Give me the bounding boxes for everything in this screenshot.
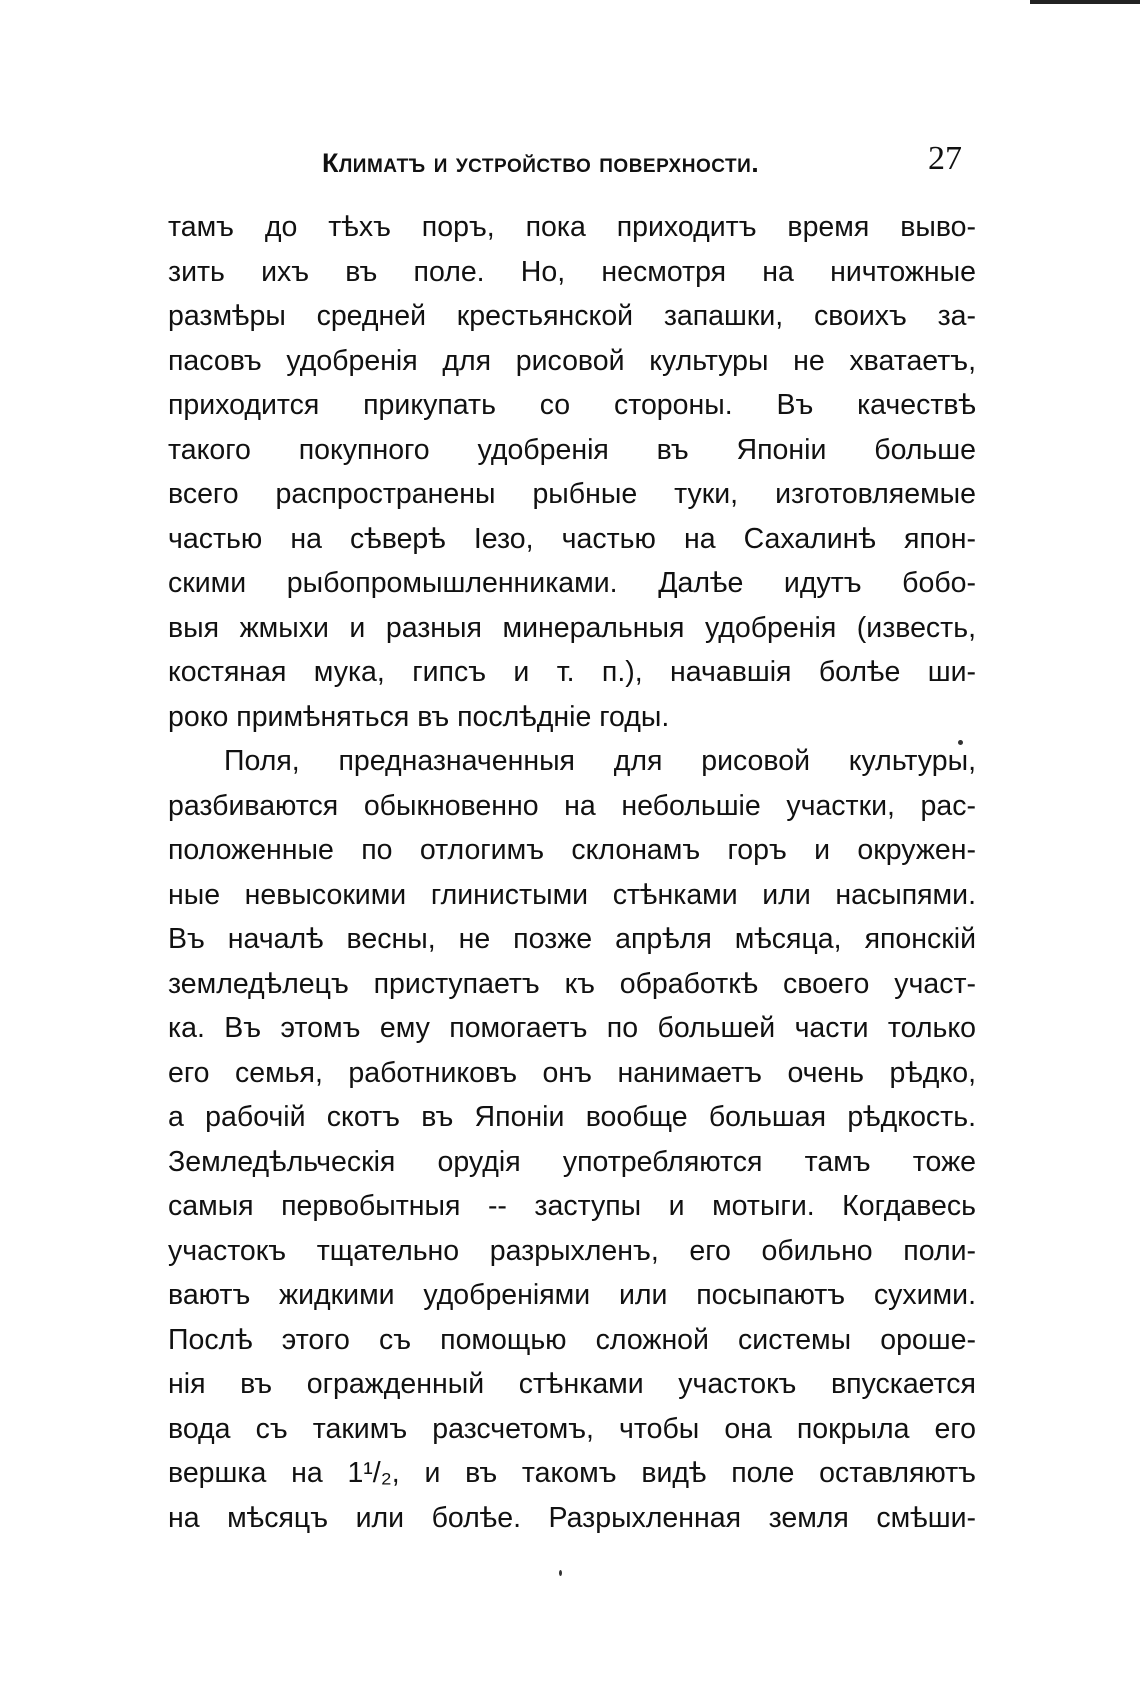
text-line: разбиваются обыкновенно на небольшіе участки, рас-	[168, 789, 976, 822]
text-line: его семья, работниковъ онъ нанимаетъ очень рѣдко,	[168, 1056, 976, 1089]
text-line: Земледѣльческія орудія употребляются тамъ тоже	[168, 1145, 976, 1178]
text-line: а рабочій скотъ въ Японіи вообще большая рѣдкость.	[168, 1101, 976, 1133]
text-line: вершка на 1¹/₂, и въ такомъ видѣ поле оставляютъ	[168, 1457, 976, 1489]
print-speck	[559, 1570, 562, 1576]
page-number: 27	[928, 140, 962, 177]
text-line: ные невысокими глинистыми стѣнками или насыпями.	[168, 878, 976, 911]
text-line: тамъ до тѣхъ поръ, пока приходитъ время выво-	[168, 211, 976, 243]
text-line: самыя первобытныя -- заступы и мотыги. Когдавесь	[168, 1190, 976, 1222]
text-line: роко примѣняться въ послѣдніе годы.	[168, 700, 670, 733]
print-speck	[958, 740, 963, 745]
text-line: зить ихъ въ поле. Но, несмотря на ничтожные	[168, 255, 976, 288]
text-line: ваютъ жидкими удобреніями или посыпаютъ сухими.	[168, 1279, 976, 1311]
text-line: скими рыбопромышленниками. Далѣе идутъ бобо-	[168, 567, 976, 599]
paragraph	[168, 205, 976, 739]
text-line: выя жмыхи и разныя минеральныя удобренія (известь,	[168, 611, 976, 644]
text-line: вода съ такимъ разсчетомъ, чтобы она покрыла его	[168, 1412, 976, 1445]
text-line: нія въ огражденный стѣнками участокъ впускается	[168, 1368, 976, 1400]
text-line: частью на сѣверѣ Іезо, частью на Сахалинѣ япон-	[168, 522, 976, 555]
text-line: всего распространены рыбные туки, изготовляемые	[168, 478, 976, 510]
text-line: костяная мука, гипсъ и т. п.), начавшія болѣе ши-	[168, 656, 976, 688]
text-line: положенные по отлогимъ склонамъ горъ и окружен-	[168, 834, 976, 866]
page-edge-rule	[1030, 0, 1140, 4]
text-line: ка. Въ этомъ ему помогаетъ по большей части только	[168, 1012, 976, 1044]
running-title: Климатъ и устройство поверхности.	[322, 148, 760, 178]
text-line: участокъ тщательно разрыхленъ, его обильно поли-	[168, 1234, 976, 1267]
text-line: Послѣ этого съ помощью сложной системы ороше-	[168, 1323, 976, 1356]
text-line: размѣры средней крестьянской запашки, своихъ за-	[168, 300, 976, 332]
text-line: Въ началѣ весны, не позже апрѣля мѣсяца, японскій	[168, 923, 976, 955]
text-line: такого покупного удобренія въ Японіи больше	[168, 433, 976, 466]
running-head	[170, 140, 970, 190]
paragraph	[168, 739, 976, 1540]
text-line: пасовъ удобренія для рисовой культуры не хватаетъ,	[168, 344, 976, 377]
text-line: на мѣсяцъ или болѣе. Разрыхленная земля смѣши-	[168, 1501, 976, 1534]
text-line: Поля, предназначенныя для рисовой культуры,	[224, 745, 976, 777]
text-line: приходится прикупать со стороны. Въ качествѣ	[168, 389, 976, 421]
text-line: земледѣлецъ приступаетъ къ обработкѣ своего участ-	[168, 967, 976, 1000]
body-text	[168, 205, 976, 1540]
